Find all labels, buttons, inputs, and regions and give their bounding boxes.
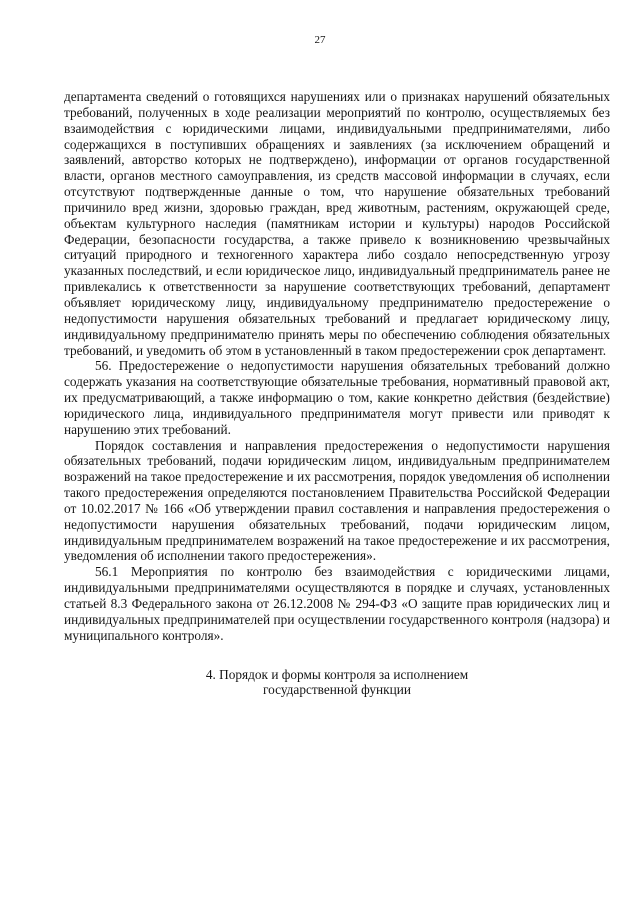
section-heading-line-1: 4. Порядок и формы контроля за исполнением bbox=[205, 666, 469, 682]
page-number: 27 bbox=[314, 34, 326, 46]
paragraph-56-1: 56.1 Мероприятия по контролю без взаимодействия с юридическими лицами, индивидуальными предпринимателями осуществляются в порядке и случаях, установленных статьей 8.3 Федерального закона от 26.12.2008 № 294-ФЗ «О защите прав юридических лиц и индивидуальных предпринимателей при осуществлении государственного контроля (надзора) и муниципального контроля». bbox=[64, 564, 610, 643]
section-heading-line-2: государственной функции bbox=[263, 682, 411, 698]
paragraph-procedure: Порядок составления и направления предостережения о недопустимости нарушения обязательных требований, подачи юридическим лицом, индивидуальным предпринимателем возражений на такое предостережение и их рассмотрения, порядок уведомления об исполнении такого предостережения определяются постановлением Правительства Российской Федерации от 10.02.2017 № 166 «Об утверждении правил составления и направления предостережения о недопустимости нарушения обязательных требований, подачи юридическим лицом, индивидуальным предпринимателем возражений на такое предостережение и их рассмотрения, уведомления об исполнении такого предостережения». bbox=[64, 437, 610, 564]
paragraph-56: 56. Предостережение о недопустимости нарушения обязательных требований должно содержать указания на соответствующие обязательные требования, нормативный правовой акт, их предусматривающий, а также информацию о том, какие конкретно действия (бездействие) юридического лица, индивидуального предпринимателя могут привести или приводят к нарушению этих требований. bbox=[64, 358, 610, 437]
section-heading bbox=[64, 667, 610, 699]
document-body bbox=[64, 89, 610, 698]
paragraph-continuation: департамента сведений о готовящихся нарушениях или о признаках нарушений обязательных требований, полученных в ходе реализации мероприятий по контролю, осуществляемых без взаимодействия с юридическими лицами, индивидуальными предпринимателями, либо содержащихся в поступивших обращениях и заявлениях (за исключением обращений и заявлений, авторство которых не подтверждено), информации от органов государственной власти, органов местного самоуправления, из средств массовой информации в случаях, если отсутствуют подтвержденные данные о том, что нарушение обязательных требований причинило вред жизни, здоровью граждан, вред животным, растениям, окружающей среде, объектам культурного наследия (памятникам истории и культуры) народов Российской Федерации, безопасности государства, а также привело к возникновению чрезвычайных ситуаций природного и техногенного характера либо создало непосредственную угрозу указанных последствий, и если юридическое лицо, индивидуальный предприниматель ранее не привлекались к ответственности за нарушение соответствующих требований, департамент объявляет юридическому лицу, индивидуальному предпринимателю предостережение о недопустимости нарушения обязательных требований и предлагает юридическому лицу, индивидуальному предпринимателю принять меры по обеспечению соблюдения обязательных требований, и уведомить об этом в установленный в таком предостережении срок департамент. bbox=[64, 89, 610, 358]
